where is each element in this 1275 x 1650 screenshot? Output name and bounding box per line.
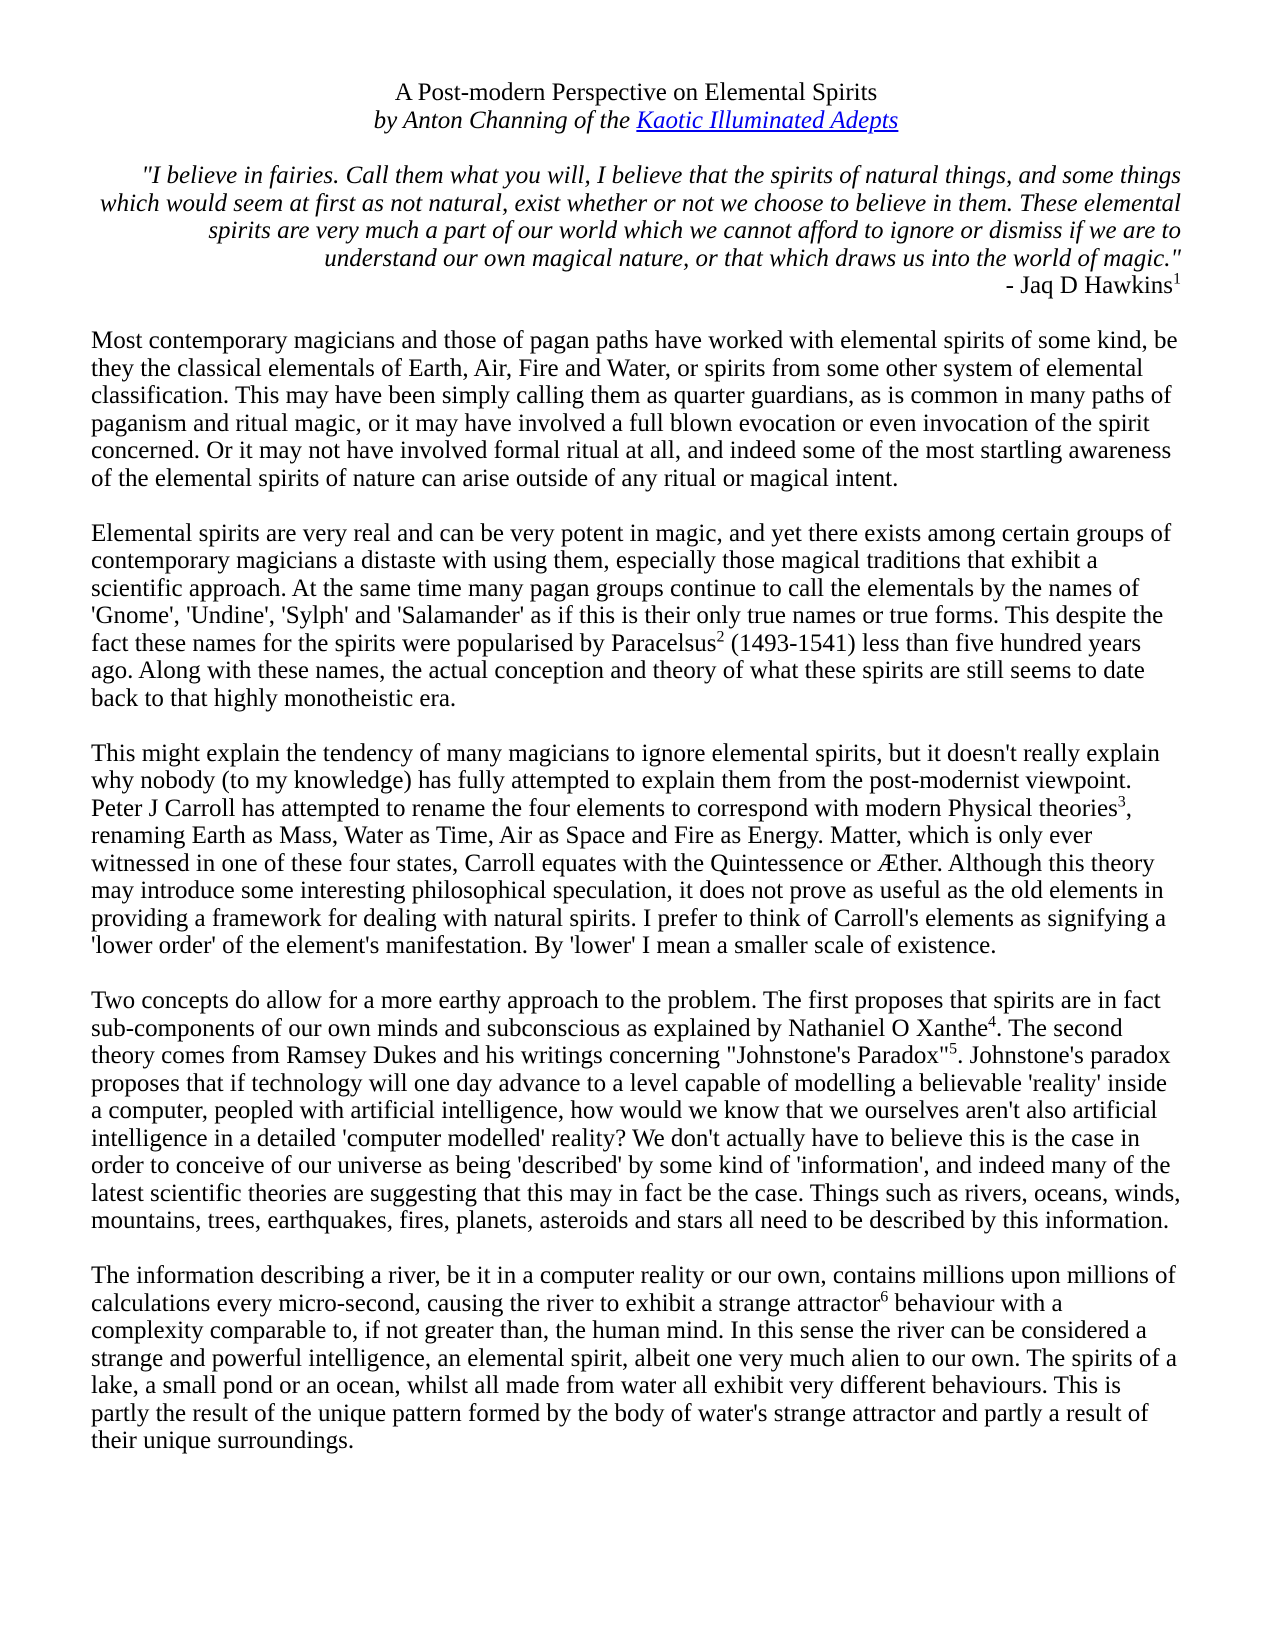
article-header: [91, 79, 1181, 134]
footnote-ref: 2: [716, 628, 725, 646]
body-paragraph-3: This might explain the tendency of many magicians to ignore elemental spirits, but it doesn't really explain why nobody (to my knowledge) has fully attempted to explain them from the post-modernist viewpoint. Peter J Carroll has attempted to rename the four elements to correspond with modern Physical theories$^3$, renaming Earth as Mass, Water as Time, Air as Space and Fire as Energy. Matter, which is only ever witnessed in one of these four states, Carroll equates with the Quintessence or Æther. Although this theory may introduce some interesting philosophical speculation, it does not prove as useful as the old elements in providing a framework for dealing with natural spirits. I prefer to think of Carroll's elements as signifying a 'lower order' of the element's manifestation. By 'lower' I mean a smaller scale of existence.: [91, 739, 1167, 959]
quote-attribution: - Jaq D Hawkins$^1$: [1005, 270, 1181, 299]
footnote-ref: 1: [1173, 270, 1181, 288]
body-paragraph-4: Two concepts do allow for a more earthy approach to the problem. The first proposes that spirits are in fact sub-components of our own minds and subconscious as explained by Nathaniel O Xanthe$^4$. The second theory comes from Ramsey Dukes and his writings concerning "Johnstone's Paradox"$^5$. Johnstone's paradox proposes that if technology will one day advance to a level capable of modelling a believable 'reality' inside a computer, peopled with artificial intelligence, how would we know that we ourselves aren't also artificial intelligence in a detailed 'computer modelled' reality? We don't actually have to believe this is the case in order to conceive of our universe as being 'described' by some kind of 'information', and indeed many of the latest scientific theories are suggesting that this may in fact be the case. Things such as rivers, oceans, winds, mountains, trees, earthquakes, fires, planets, asteroids and stars all need to be described by this information.: [91, 987, 1181, 1234]
article-title: A Post-modern Perspective on Elemental Spirits: [394, 79, 878, 106]
byline-text: by Anton Channing of the: [373, 106, 637, 134]
epigraph-quote: "I believe in fairies. Call them what you will, I believe that the spirits of natural things, and some things which would seem at first as not natural, exist whether or not we choose to believe in them. These elemental spirits are very much a part of our world which we cannot afford to ignore or dismiss if we are to understand our own magical nature, or that which draws us into the world of magic.": [99, 162, 1181, 272]
body-paragraph-2: Elemental spirits are very real and can be very potent in magic, and yet there exists among certain groups of contemporary magicians a distaste with using them, especially those magical traditions that exhibit a scientific approach. At the same time many pagan groups continue to call the elementals by the names of 'Gnome', 'Undine', 'Sylph' and 'Salamander' as if this is their only true names or true forms. This despite the fact these names for the spirits were popularised by Paracelsus$^2$ (1493-1541) less than five hundred years ago. Along with these names, the actual conception and theory of what these spirits are still seems to date back to that highly monotheistic era.: [91, 519, 1172, 712]
footnote-ref: 4: [988, 1013, 997, 1031]
byline-link[interactable]: Kaotic Illuminated Adepts: [636, 106, 899, 134]
body-paragraph-1: Most contemporary magicians and those of pagan paths have worked with elemental spirits of some kind, be they the classical elementals of Earth, Air, Fire and Water, or spirits from some other system of elemental classification. This may have been simply calling them as quarter guardians, as is common in many paths of paganism and ritual magic, or it may have involved a full blown evocation or even invocation of the spirit concerned. Or it may not have involved formal ritual at all, and indeed some of the most startling awareness of the elemental spirits of nature can arise outside of any ritual or magical intent.: [91, 327, 1178, 492]
footnote-ref: 5: [949, 1040, 958, 1058]
footnote-ref: 6: [880, 1288, 889, 1306]
body-paragraph-5: The information describing a river, be it in a computer reality or our own, contains millions upon millions of calculations every micro-second, causing the river to exhibit a strange attractor$^6$ behaviour with a complexity comparable to, if not greater than, the human mind. In this sense the river can be considered a strange and powerful intelligence, an elemental spirit, albeit one very much alien to our own. The spirits of a lake, a small pond or an ocean, whilst all made from water all exhibit very different behaviours. This is partly the result of the unique pattern formed by the body of water's strange attractor and partly a result of their unique surroundings.: [91, 1262, 1178, 1454]
article-byline: [91, 107, 1181, 135]
footnote-ref: 3: [1117, 793, 1126, 811]
